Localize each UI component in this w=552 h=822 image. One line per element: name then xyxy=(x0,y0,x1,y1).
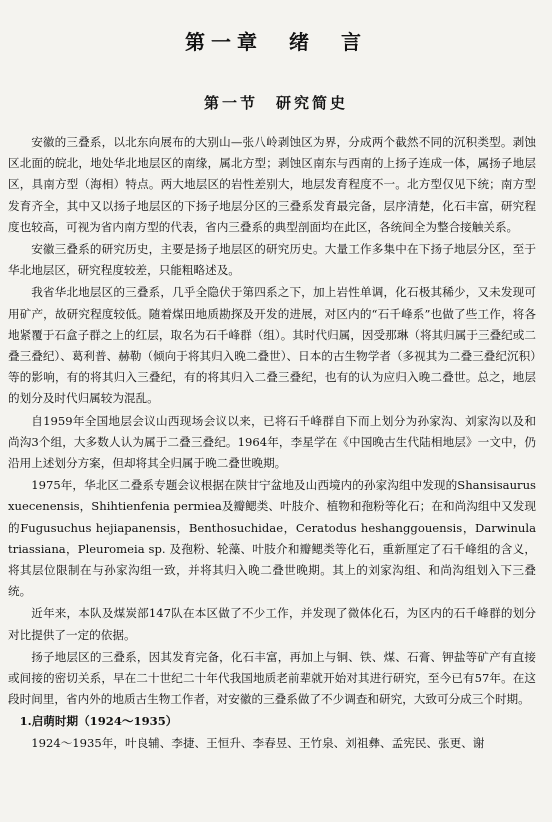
paragraph: 1975年，华北区二叠系专题会议根据在陕甘宁盆地及山西境内的孙家沟组中发现的Shansisaurus xuecenensis，Shihtienfenia permiea及瓣鳃类、叶肢介、植物和孢粉等化石；在和尚沟组中又发现的Fugusuchus hejiapanensis，Benthosuchidae，Ceratodus heshanggouensis，Darwinula triassiana，Pleuromeia sp. 及孢粉、轮藻、叶肢介和瓣鳃类等化石，重新厘定了石千峰组的含义，将其层位限制在与孙家沟组一致，并将其归入晚二叠世晚期。其上的刘家沟组、和尚沟组划入下三叠统。 xyxy=(8,478,536,599)
paragraph: 近年来，本队及煤炭部147队在本区做了不少工作，并发现了微体化石，为区内的石千峰群的划分对比提供了一定的依据。 xyxy=(8,606,536,642)
section-title: 第一节 研究简史 xyxy=(203,94,348,112)
paragraph: 安徽的三叠系，以北东向展布的大别山—张八岭剥蚀区为界，分成两个截然不同的沉积类型。剥蚀区北面的皖北，地处华北地层区的南缘，属北方型；剥蚀区南东与西南的上扬子连成一体，属扬子地层区，具南方型（海相）特点。两大地层区的岩性差别大，地层发育程度不一。北方型仅见下统；南方型发育齐全，其中又以扬子地层区的下扬子地层分区的三叠系发育最完备，层序清楚，化石丰富，研究程度也较高，可视为省内南方型的代表，省内三叠系的典型剖面均在此区，各统间全为整合接触关系。 xyxy=(8,135,536,234)
paragraph: 扬子地层区的三叠系，因其发育完备，化石丰富，再加上与铜、铁、煤、石膏、钾盐等矿产有直接或间接的密切关系，早在二十世纪二十年代我国地质老前辈就开始对其进行研究，至今已有57年。在这段时间里，省内外的地质古生物工作者，对安徽的三叠系做了不少调查和研究，大致可分成三个时期。 xyxy=(8,649,536,707)
paragraph: 1924～1935年，叶良辅、李捷、王恒升、李春昱、王竹泉、刘祖彝、孟宪民、张更、谢 xyxy=(31,735,485,750)
body-text xyxy=(8,132,536,754)
paragraph: 我省华北地层区的三叠系，几乎全隐伏于第四系之下，加上岩性单调，化石极其稀少，又未发现可用矿产，故研究程度较低。随着煤田地质勘探及开发的进展，对区内的“石千峰系”也做了些工作，将各地紧覆于石盒子群之上的红层，取名为石千峰群（组）。其时代归属，因受那琳（将其归属于三叠纪或二叠三叠纪）、葛利普、赫勒（倾向于将其归入晚二叠世）、日本的古生物学者（多视其为二叠三叠纪沉积）等的影响，有的将其归入三叠纪，有的将其归入二叠三叠纪，也有的认为应归入晚二叠世。总之，地层的划分及时代归属较为混乱。 xyxy=(8,285,536,406)
chapter-title: 第一章 绪 言 xyxy=(185,30,367,54)
period-heading: 1.启萌时期（1924～1935） xyxy=(19,714,178,729)
paragraph: 自1959年全国地层会议山西现场会议以来，已将石千峰群自下而上划分为孙家沟、刘家沟以及和尚沟3个组，大多数人认为属于二叠三叠纪。1964年，李星学在《中国晚古生代陆相地层》一文中，仍沿用上述划分方案，但却将其全归属于晚二叠世晚期。 xyxy=(8,413,536,471)
paragraph: 安徽三叠系的研究历史，主要是扬子地层区的研究历史。大量工作多集中在下扬子地层分区，至于华北地层区，研究程度较差，只能粗略述及。 xyxy=(8,242,536,278)
